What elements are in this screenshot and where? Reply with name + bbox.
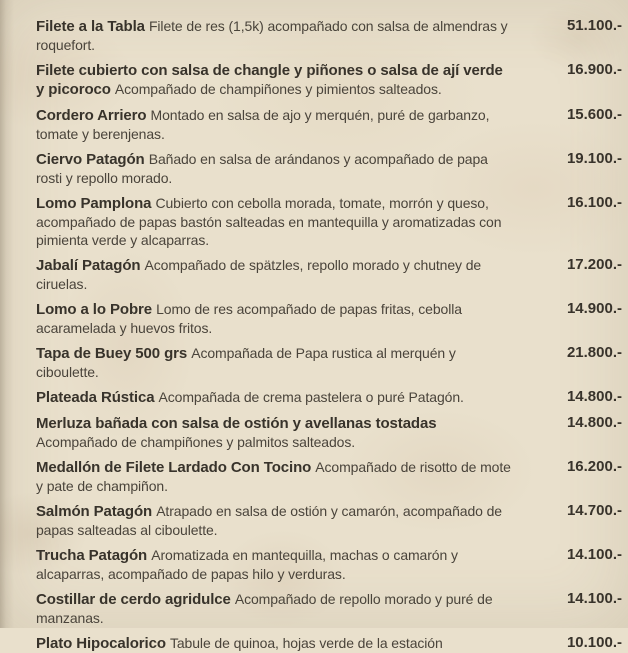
- menu-item-name: Plateada Rústica: [36, 389, 159, 406]
- menu-item: [36, 344, 622, 381]
- menu-item-text: [36, 546, 514, 583]
- menu-item-name: Plato Hipocalorico: [36, 635, 170, 652]
- menu-item-description: Acompañado de repollo morado y puré de manzanas.: [36, 591, 493, 626]
- menu-item-price: 15.600.-: [566, 106, 622, 123]
- menu-item: [36, 414, 622, 451]
- menu-item-text: [36, 194, 514, 249]
- menu-item-description: Acompañado de champiñones y pimientos salteados.: [114, 81, 442, 97]
- menu-item: [36, 256, 622, 293]
- menu-item-price: 14.800.-: [566, 388, 622, 405]
- menu-item-price: 14.700.-: [566, 502, 622, 519]
- menu-item-name: Jabalí Patagón: [36, 257, 145, 274]
- menu-item-text: [36, 590, 514, 627]
- menu-item-description: Tabule de quinoa, hojas verde de la estación: [169, 635, 443, 651]
- menu-item-text: [36, 300, 514, 337]
- menu-item-description: Lomo de res acompañado de papas fritas, cebolla acaramelada y huevos fritos.: [36, 301, 462, 336]
- menu-item-text: [36, 344, 514, 381]
- menu-item-name: Lomo a lo Pobre: [36, 301, 157, 318]
- menu-item-price: 14.800.-: [566, 414, 622, 431]
- menu-item: [36, 502, 622, 539]
- menu-item-name: Ciervo Patagón: [36, 151, 149, 168]
- menu-item-price: 17.200.-: [566, 256, 622, 273]
- menu-item-price: 16.100.-: [566, 194, 622, 211]
- menu-item: [36, 388, 622, 407]
- menu-item-text: [36, 414, 514, 451]
- menu-item-text: [36, 458, 514, 495]
- menu-item: [36, 300, 622, 337]
- menu-item-price: 14.100.-: [566, 546, 622, 563]
- menu-item-name: Lomo Pamplona: [36, 195, 156, 212]
- menu-item-price: 19.100.-: [566, 150, 622, 167]
- menu-item-name: Tapa de Buey 500 grs: [36, 345, 192, 362]
- menu-item-text: [36, 17, 514, 54]
- menu-item-price: 14.900.-: [566, 300, 622, 317]
- menu-item-text: [36, 106, 514, 143]
- menu-item-description: Acompañada de Papa rustica al merquén y ciboulette.: [36, 345, 456, 380]
- menu-item-description: Cubierto con cebolla morada, tomate, morrón y queso, acompañado de papas bastón salteadas en mantequilla y aromatizadas con pimienta verde y alcaparras.: [36, 195, 502, 248]
- menu-item: [36, 61, 622, 99]
- menu-item: [36, 634, 622, 653]
- menu-item-price: 51.100.-: [566, 17, 622, 34]
- menu-item-description: Acompañado de risotto de mote y pate de champiñon.: [36, 459, 511, 494]
- menu-item-description: Aromatizada en mantequilla, machas o camarón y alcaparras, acompañado de papas hilo y verduras.: [36, 547, 458, 582]
- menu-item-name: Medallón de Filete Lardado Con Tocino: [36, 459, 316, 476]
- menu-item-description: Acompañado de champiñones y palmitos salteados.: [36, 434, 356, 450]
- menu-item-name: Filete cubierto con salsa de changle y piñones o salsa de ají verde y picoroco: [36, 62, 503, 98]
- menu-item-text: [36, 61, 514, 99]
- menu-item-description: Bañado en salsa de arándanos y acompañado de papa rosti y repollo morado.: [36, 151, 488, 186]
- menu-item-price: 21.800.-: [566, 344, 622, 361]
- menu-item-description: Montado en salsa de ajo y merquén, puré de garbanzo, tomate y berenjenas.: [36, 107, 490, 142]
- menu-item-description: Acompañada de crema pastelera o puré Patagón.: [158, 389, 464, 405]
- menu-item-text: [36, 150, 514, 187]
- menu-item: [36, 590, 622, 627]
- menu-item: [36, 194, 622, 249]
- menu-item-price: 10.100.-: [566, 634, 622, 651]
- menu-item-description: Filete de res (1,5k) acompañado con salsa de almendras y roquefort.: [36, 18, 508, 53]
- menu-item-text: [36, 388, 514, 407]
- menu-item: [36, 106, 622, 143]
- menu-item: [36, 150, 622, 187]
- menu-item: [36, 546, 622, 583]
- menu-item-description: Atrapado en salsa de ostión y camarón, acompañado de papas salteadas al ciboulette.: [36, 503, 502, 538]
- menu-item: [36, 458, 622, 495]
- menu-list: [36, 17, 622, 653]
- menu-item-text: [36, 634, 514, 653]
- menu-item: [36, 17, 622, 54]
- menu-item-name: Trucha Patagón: [36, 547, 152, 564]
- menu-item-description: Acompañado de spätzles, repollo morado y chutney de ciruelas.: [36, 257, 482, 292]
- menu-item-price: 16.200.-: [566, 458, 622, 475]
- menu-item-text: [36, 502, 514, 539]
- menu-item-name: Salmón Patagón: [36, 503, 157, 520]
- menu-item-price: 16.900.-: [566, 61, 622, 78]
- menu-item-price: 14.100.-: [566, 590, 622, 607]
- menu-item-name: Costillar de cerdo agridulce: [36, 591, 235, 608]
- menu-item-text: [36, 256, 514, 293]
- menu-item-name: Filete a la Tabla: [36, 18, 149, 35]
- menu-item-name: Merluza bañada con salsa de ostión y avellanas tostadas: [36, 415, 437, 432]
- menu-item-name: Cordero Arriero: [36, 107, 151, 124]
